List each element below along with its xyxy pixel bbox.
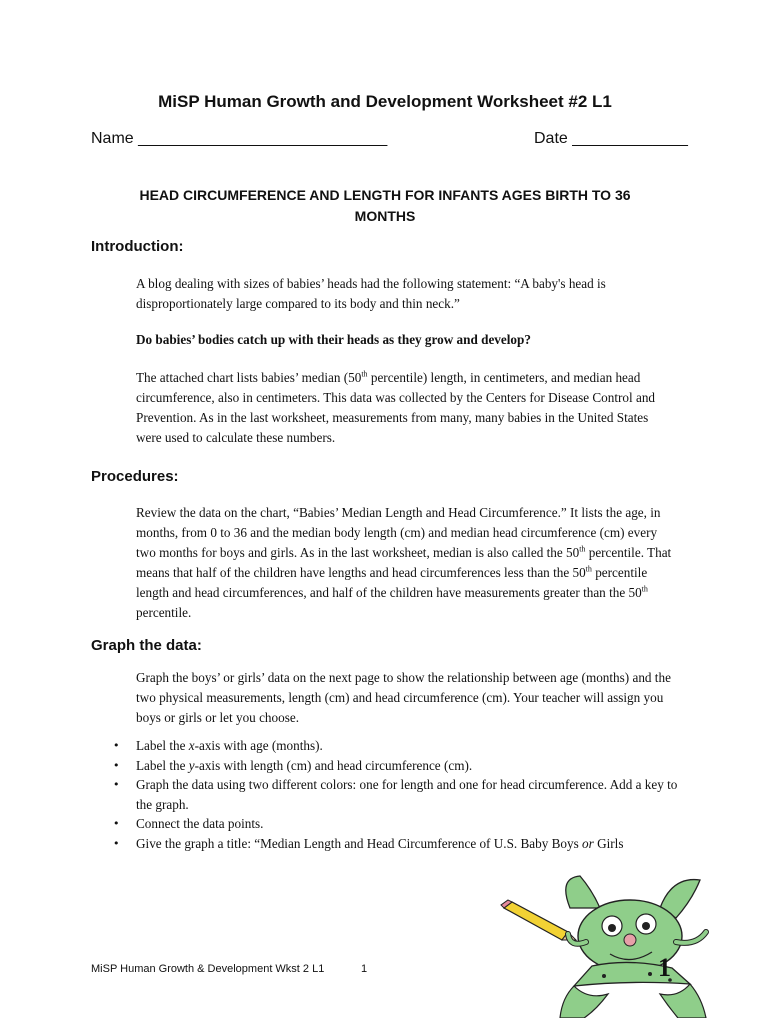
page-title: MiSP Human Growth and Development Worksheet #2 L1 [158,92,612,111]
list-item: • Graph the data using two different colors: one for length and one for head circumference. Add a key to the graph. [108,775,678,814]
name-field[interactable]: Name ____________________________ [91,130,388,147]
mascot-number: 1 [658,953,671,982]
list-item: • Give the graph a title: “Median Length and Head Circumference of U.S. Baby Boys or Girls [108,834,678,854]
list-item: • Label the y-axis with length (cm) and head circumference (cm). [108,756,678,776]
introduction-chart-paragraph: The attached chart lists babies’ median (50th percentile) length, in centimeters, and median head circumference, also in centimeters. This data was collected by the Centers for Disease Control and Prevention. As in the last worksheet, measurements from many, many babies in the United States were used to calculate these numbers. [136,369,656,445]
page-number: 1 [361,963,368,975]
main-heading: HEAD CIRCUMFERENCE AND LENGTH FOR INFANTS AGES BIRTH TO 36 MONTHS [139,187,631,224]
frog-with-pencil-icon [500,868,720,1023]
graph-paragraph: Graph the boys’ or girls’ data on the next page to show the relationship between age (months) and the two physical measurements, length (cm) and head circumference (cm). Your teacher will assign you boys or girls or let you choose. [136,670,671,725]
list-item: • Connect the data points. [108,814,678,834]
procedures-heading: Procedures: [91,468,179,485]
graph-heading: Graph the data: [91,637,202,654]
graph-instructions-list [108,736,678,853]
pencil-icon [501,900,576,940]
list-item: • Label the x-axis with age (months). [108,736,678,756]
introduction-heading: Introduction: [91,238,184,255]
procedures-paragraph: Review the data on the chart, “Babies’ Median Length and Head Circumference.” It lists the age, in months, from 0 to 36 and the median body length (cm) and median head circumference (cm) every two months for boys and girls. As in the last worksheet, median is also called the 50th percentile. That means that half of the children have lengths and head circumferences less than the 50th percentile length and head circumferences, and half of the children have measurements greater than the 50th percentile. [136,505,672,620]
introduction-question: Do babies’ bodies catch up with their heads as they grow and develop? [136,332,531,347]
introduction-paragraph: A blog dealing with sizes of babies’ heads had the following statement: “A baby's head is disproportionately large compared to its body and thin neck.” [136,276,606,311]
date-field[interactable]: Date _____________ [534,130,688,147]
footer-text: MiSP Human Growth & Development Wkst 2 L1 [91,963,325,975]
